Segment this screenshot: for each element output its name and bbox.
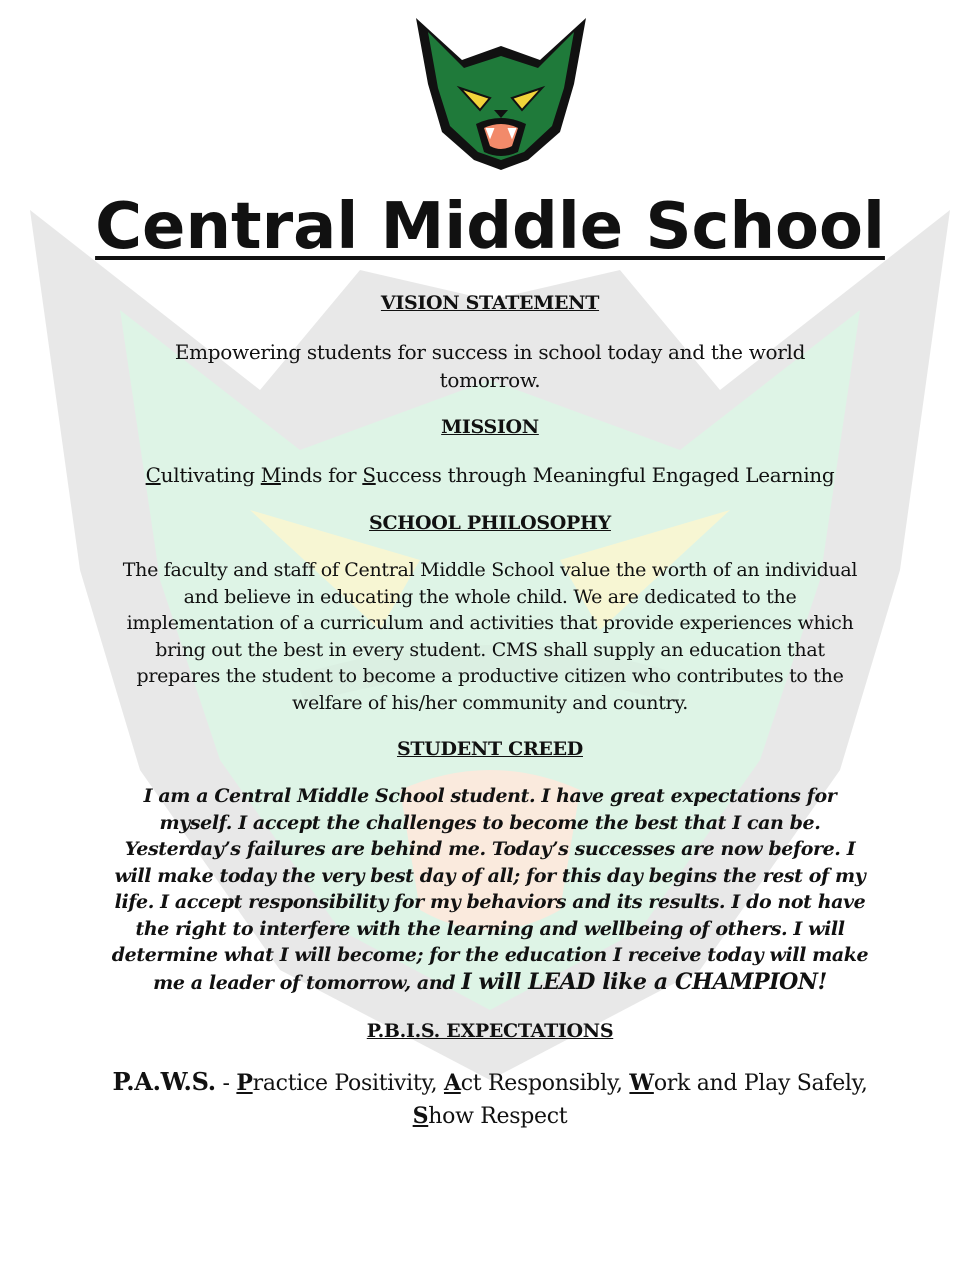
philosophy-text: The faculty and staff of Central Middle School value the worth of an individual and believe in educating the whole child. We are dedicated to the implementation of a curriculum and activities that provide experiences which bring out the best in every student. CMS shall supply an education that prepares the student to become a productive citizen who contributes to the welfare of his/her community and country. — [122, 559, 858, 714]
paws-expectations: P.A.W.S. - Practice Positivity, Act Responsibly, Work and Play Safely, Show Respect — [112, 1067, 868, 1129]
philosophy-heading: SCHOOL PHILOSOPHY — [369, 512, 611, 534]
mission-heading: MISSION — [441, 416, 539, 438]
pbis-heading: P.B.I.S. EXPECTATIONS — [366, 1020, 614, 1042]
creed-heading: STUDENT CREED — [397, 738, 583, 760]
school-name-title: Central Middle School — [95, 190, 885, 264]
vision-heading: VISION STATEMENT — [380, 292, 600, 314]
paws-acronym: P.A.W.S. — [112, 1067, 216, 1096]
creed-finale: I will LEAD like a CHAMPION! — [461, 968, 827, 995]
mission-text: Cultivating Minds for Success through Meaningful Engaged Learning — [145, 463, 835, 487]
creed-text: I am a Central Middle School student. I have great expectations for myself. I accept the challenges to become the best that I can be. Yesterday’s failures are behind me. Today’s successes are now before. I will make today the very best day of all; for this day begins the rest of my life. I accept responsibility for my behaviors and its results. I do not have the right to interfere with the learning and wellbeing of others. I will determine what I will become; for the education I receive today will make me a leader of tomorrow, and I will LEAD like a CHAMPION! — [111, 785, 869, 995]
bobcat-mascot-icon — [410, 14, 592, 174]
vision-text: Empowering students for success in school today and the world tomorrow. — [174, 340, 806, 392]
